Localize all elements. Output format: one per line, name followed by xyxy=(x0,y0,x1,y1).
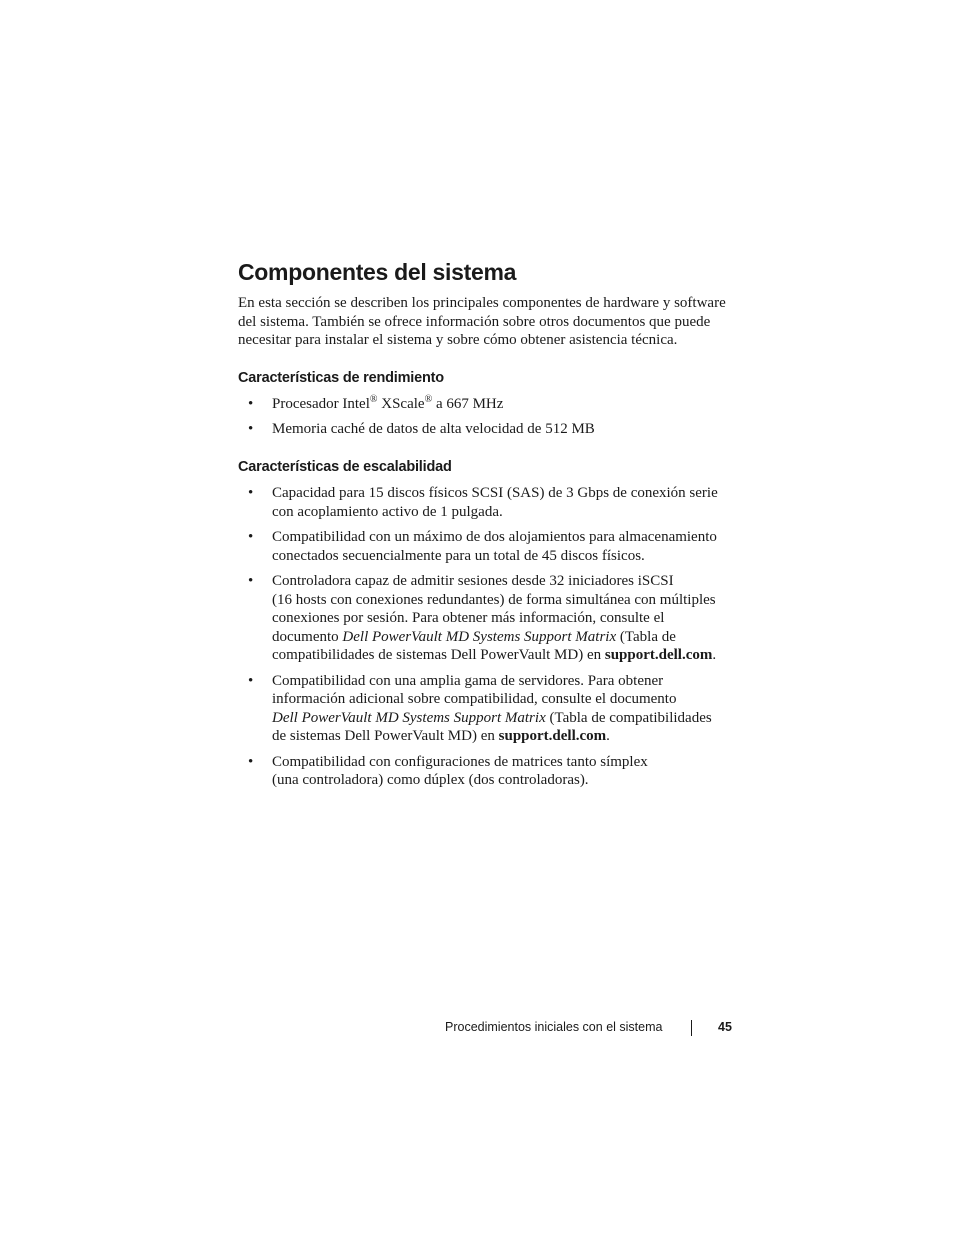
list-item-text: Memoria caché de datos de alta velocidad de 512 MB xyxy=(272,420,595,437)
bullet-icon: • xyxy=(248,672,254,689)
list-item xyxy=(238,528,758,565)
list-item-line: Controladora capaz de admitir sesiones desde 32 iniciadores iSCSI xyxy=(272,573,674,589)
list-item-line: (16 hosts con conexiones redundantes) de forma simultánea con múltiples xyxy=(272,591,716,608)
list-item xyxy=(238,672,758,746)
document-title: Dell PowerVault MD Systems Support Matrix xyxy=(342,628,617,645)
footer-divider xyxy=(691,1020,692,1036)
bullet-icon: • xyxy=(248,420,254,437)
list-item-line: información adicional sobre compatibilidad, consulte el documento xyxy=(272,691,677,707)
list-item-line: Compatibilidad con configuraciones de matrices tanto símplex xyxy=(272,753,648,770)
bullet-icon: • xyxy=(248,529,254,545)
bullet-icon: • xyxy=(248,573,254,589)
list-item-line: Compatibilidad con un máximo de dos alojamientos para almacenamiento xyxy=(272,529,717,545)
support-link[interactable]: support.dell.com xyxy=(498,728,607,744)
list-item xyxy=(238,753,758,790)
list-item xyxy=(238,484,758,521)
bullet-icon: • xyxy=(248,485,254,501)
list-item xyxy=(238,395,758,414)
support-link[interactable]: support.dell.com xyxy=(604,647,713,663)
document-title: Dell PowerVault MD Systems Support Matrix xyxy=(272,709,546,726)
list-item-line: Capacidad para 15 discos físicos SCSI (SAS) de 3 Gbps de conexión serie xyxy=(272,485,718,501)
bullet-icon: • xyxy=(248,396,254,412)
footer-section-title: Procedimientos iniciales con el sistema xyxy=(445,1020,663,1034)
escalabilidad-list xyxy=(238,484,758,790)
list-item-line: compatibilidades de sistemas Dell PowerVault MD) en support.dell.com. xyxy=(272,647,717,663)
intro-line: del sistema. También se ofrece información sobre otros documentos que puede xyxy=(238,313,711,330)
intro-line: necesitar para instalar el sistema y sobre cómo obtener asistencia técnica. xyxy=(238,332,678,348)
list-item xyxy=(238,420,758,439)
intro-paragraph xyxy=(238,294,758,350)
list-item-line: con acoplamiento activo de 1 pulgada. xyxy=(272,503,503,520)
section-heading-rendimiento: Características de rendimiento xyxy=(238,370,444,386)
page-number: 45 xyxy=(718,1020,732,1034)
list-item-line: documento Dell PowerVault MD Systems Support Matrix (Tabla de xyxy=(272,628,676,645)
bullet-icon: • xyxy=(248,753,254,770)
list-item-line: Compatibilidad con una amplia gama de servidores. Para obtener xyxy=(272,672,664,689)
list-item-line: (una controladora) como dúplex (dos controladoras). xyxy=(272,772,589,788)
page-title: Componentes del sistema xyxy=(238,259,517,285)
list-item xyxy=(238,572,758,665)
list-item-line: conexiones por sesión. Para obtener más información, consulte el xyxy=(272,610,665,626)
list-item-line: conectados secuencialmente para un total de 45 discos físicos. xyxy=(272,547,645,564)
list-item-line: Dell PowerVault MD Systems Support Matrix (Tabla de compatibilidades xyxy=(272,709,712,726)
list-item-line: de sistemas Dell PowerVault MD) en support.dell.com. xyxy=(272,728,610,744)
section-heading-escalabilidad: Características de escalabilidad xyxy=(238,459,452,475)
intro-line: En esta sección se describen los principales componentes de hardware y software xyxy=(238,295,726,311)
rendimiento-list xyxy=(238,395,758,438)
list-item-text: Procesador Intel® XScale® a 667 MHz xyxy=(272,394,504,412)
